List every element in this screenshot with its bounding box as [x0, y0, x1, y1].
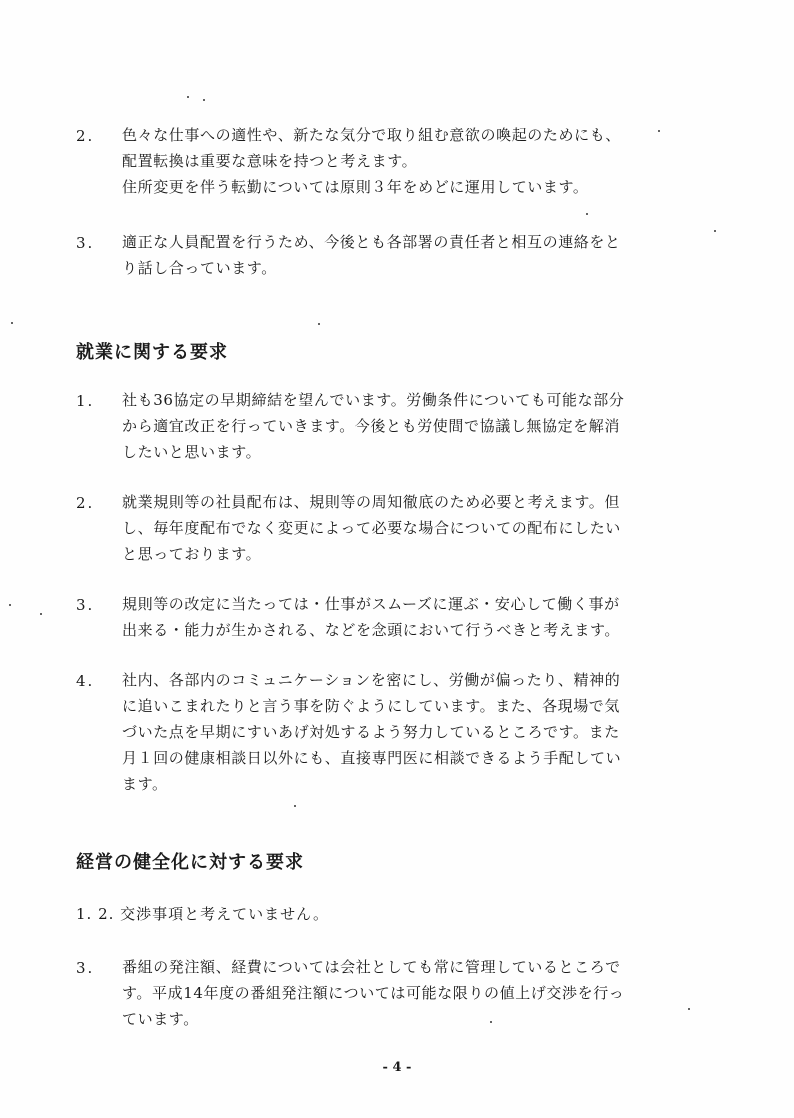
item-text-line: 色々な仕事への適性や、新たな気分で取り組む意欲の喚起のためにも、 — [122, 126, 621, 144]
scan-speck — [586, 213, 588, 215]
item-number: 2. — [76, 127, 95, 145]
scan-speck — [11, 322, 13, 324]
scan-speck — [294, 805, 296, 807]
item-text-line: 社も36協定の早期締結を望んでいます。労働条件についても可能な部分 — [122, 391, 625, 409]
item-number: 1. — [76, 392, 95, 410]
item-number: 3. — [76, 596, 95, 614]
item-text-line: 月１回の健康相談日以外にも、直接専門医に相談できるよう手配してい — [122, 749, 622, 767]
item-text-line: 就業規則等の社員配布は、規則等の周知徹底のため必要と考えます。但 — [122, 493, 621, 511]
item-text-line: 社内、各部内のコミュニケーションを密にし、労働が偏ったり、精神的 — [122, 671, 621, 689]
item-number: 4. — [76, 672, 95, 690]
item-text-line: したいと思います。 — [122, 443, 262, 461]
item-text-line: ています。 — [122, 1010, 199, 1028]
item-number: 3. — [76, 959, 95, 977]
scan-speck — [203, 99, 205, 101]
item-text-line: から適宜改正を行っていきます。今後とも労使間で協議し無協定を解消 — [122, 417, 621, 435]
item-text-line: づいた点を早期にすいあげ対処するよう努力しているところです。また — [122, 723, 620, 741]
item-text-line: 配置転換は重要な意味を持つと考えます。 — [122, 152, 418, 170]
item-text-line: り話し合っています。 — [122, 259, 277, 277]
item-text-line: す。平成14年度の番組発注額については可能な限りの値上げ交渉を行っ — [122, 984, 625, 1002]
scan-speck — [658, 130, 660, 132]
item-text-line: 出来る・能力が生かされる、などを念頭において行うべきと考えます。 — [122, 621, 621, 639]
item-text-line: ます。 — [122, 775, 168, 793]
scan-speck — [40, 613, 42, 615]
item-number: 3. — [76, 234, 95, 252]
scan-speck — [490, 1021, 492, 1023]
section-heading-employment: 就業に関する要求 — [76, 342, 228, 363]
item-number: 2. — [76, 494, 95, 512]
item-text-line: に追いこまれたりと言う事を防ぐようにしています。また、各現場で気 — [122, 697, 621, 715]
item-text-line: 規則等の改定に当たっては・仕事がスムーズに運ぶ・安心して働く事が — [122, 595, 620, 613]
scan-speck — [318, 323, 320, 325]
scan-speck — [688, 1008, 690, 1010]
combined-item-line: 1. 2. 交渉事項と考えていません。 — [76, 905, 330, 923]
scan-speck — [714, 230, 716, 232]
item-text-line: と思っております。 — [122, 545, 262, 563]
scan-speck — [9, 604, 11, 606]
scan-speck — [187, 96, 189, 98]
item-text-line: 適正な人員配置を行うため、今後とも各部署の責任者と相互の連絡をと — [122, 233, 621, 251]
item-text-line: 住所変更を伴う転勤については原則３年をめどに運用しています。 — [122, 178, 589, 196]
item-text-line: し、毎年度配布でなく変更によって必要な場合についての配布にしたい — [122, 519, 621, 537]
item-text-line: 番組の発注額、経費については会社としても常に管理しているところで — [122, 958, 621, 976]
section-heading-management: 経営の健全化に対する要求 — [76, 852, 304, 873]
page-number: - 4 - — [382, 1060, 412, 1075]
